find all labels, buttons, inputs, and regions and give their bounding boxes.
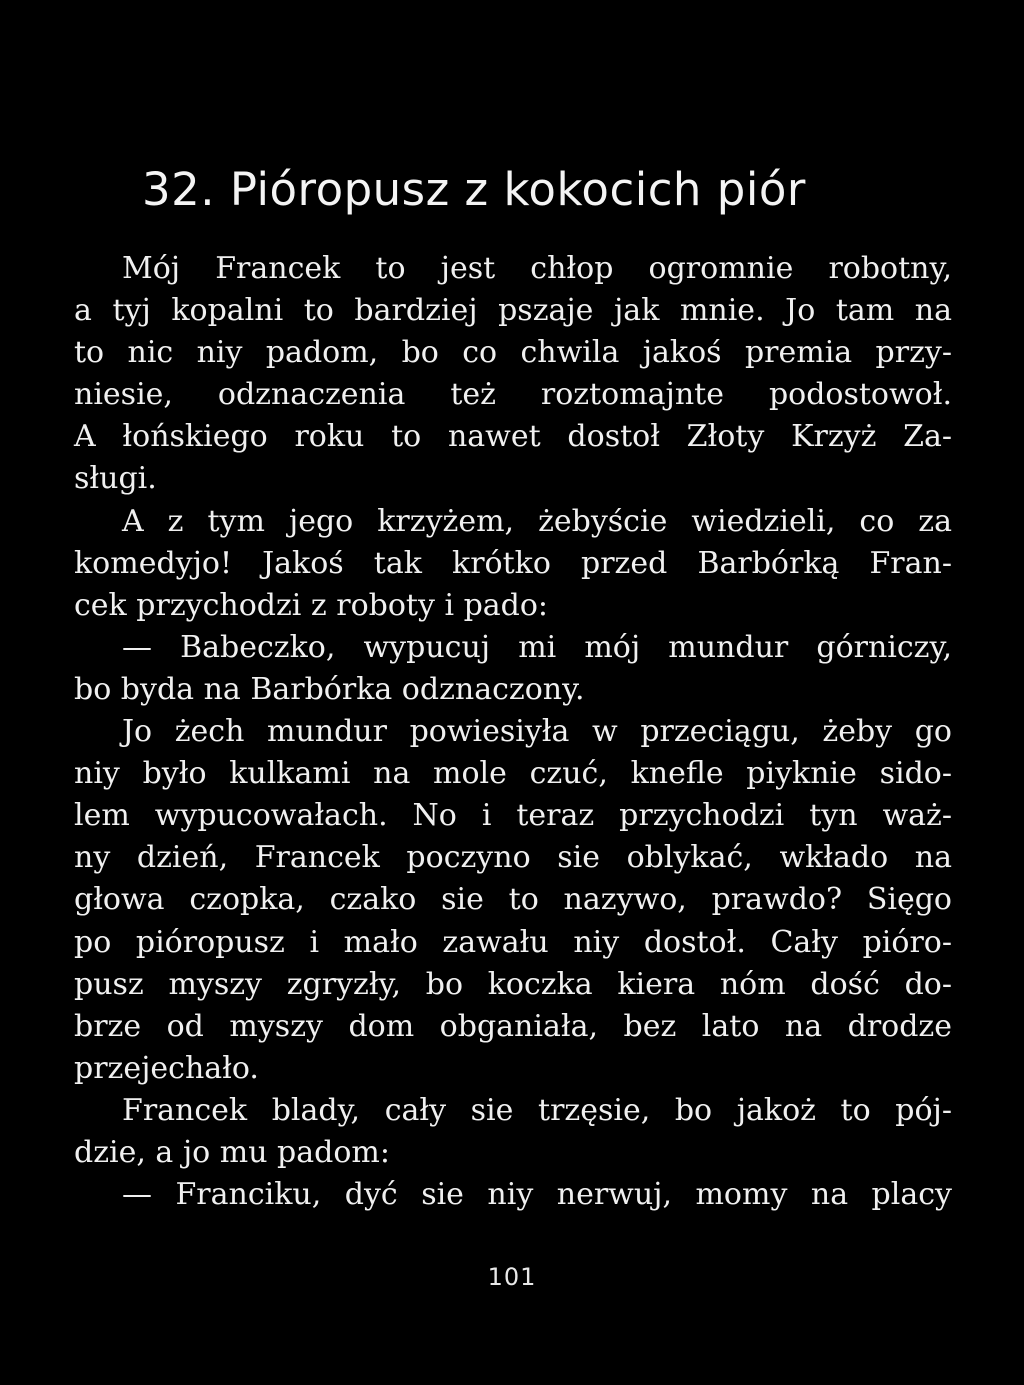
text-line: sługi.	[74, 461, 157, 497]
text-line: brze od myszy dom obganiała, bez lato na drodze	[74, 1008, 952, 1044]
text-line: niesie, odznaczenia też roztomajnte podostowoł.	[74, 377, 952, 413]
text-line: bo byda na Barbórka odznaczony.	[74, 671, 585, 707]
text-line: niy było kulkami na mole czuć, knefle piyknie sido-	[74, 756, 952, 792]
text-line: Francek blady, cały sie trzęsie, bo jakoż to pój-	[122, 1092, 952, 1128]
text-line: A łońskiego roku to nawet dostoł Złoty Krzyż Za-	[74, 419, 952, 455]
text-line: cek przychodzi z roboty i pado:	[74, 587, 549, 623]
text-line: Jo żech mundur powiesiyła w przeciągu, żeby go	[122, 714, 952, 750]
text-line: to nic niy padom, bo co chwila jakoś premia przy-	[74, 335, 952, 371]
text-line: po pióropusz i mało zawału niy dostoł. Cały pióro-	[74, 924, 952, 960]
text-line: pusz myszy zgryzły, bo koczka kiera nóm dość do-	[74, 966, 952, 1002]
text-line: głowa czopka, czako sie to nazywo, prawdo? Sięgo	[74, 882, 952, 918]
chapter-body	[74, 248, 952, 1216]
text-line: przejechało.	[74, 1050, 259, 1086]
text-line: dzie, a jo mu padom:	[74, 1134, 390, 1170]
text-line: — Franciku, dyć sie niy nerwuj, momy na placy	[122, 1177, 952, 1213]
text-line: komedyjo! Jakoś tak krótko przed Barbórką Fran-	[74, 545, 952, 581]
text-line: ny dzień, Francek poczyno sie oblykać, wkłado na	[74, 840, 952, 876]
chapter-title: 32. Pióropusz z kokocich piór	[142, 163, 806, 216]
text-line: — Babeczko, wypucuj mi mój mundur górniczy,	[122, 629, 952, 665]
text-line: A z tym jego krzyżem, żebyście wiedzieli, co za	[122, 503, 952, 539]
text-line: a tyj kopalni to bardziej pszaje jak mnie. Jo tam na	[74, 293, 952, 329]
text-line: Mój Francek to jest chłop ogromnie robotny,	[122, 251, 952, 286]
page-number: 101	[487, 1263, 537, 1291]
text-line: lem wypucowałach. No i teraz przychodzi tyn waż-	[74, 798, 952, 834]
